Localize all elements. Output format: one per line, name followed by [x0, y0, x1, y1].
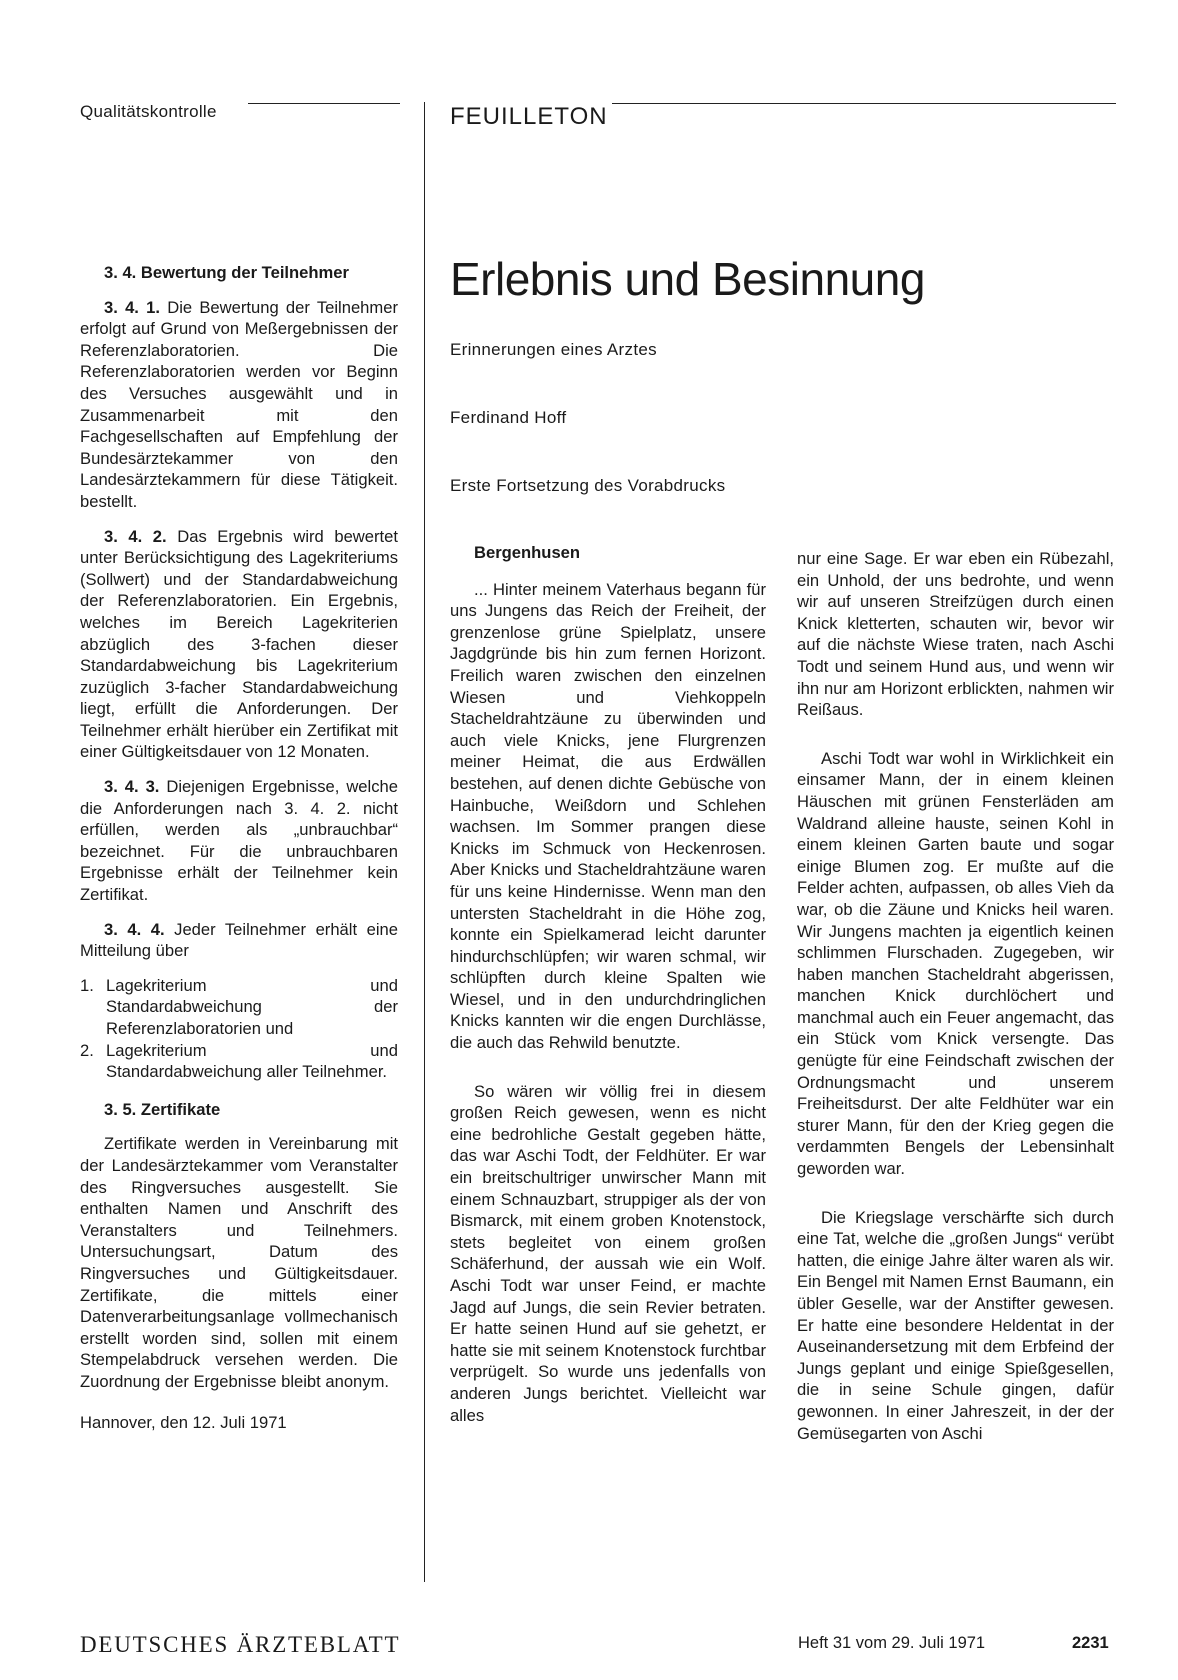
- left-column: [80, 262, 398, 1433]
- section-heading: Bergenhusen: [474, 543, 581, 562]
- paragraph-number: 3. 4. 2.: [104, 526, 167, 546]
- article-paragraph: Die Kriegslage verschärfte sich durch eine Tat, welche die „großen Jungs“ verübt hatten, die einige Jahre älter waren als wir. Ein Bengel mit Namen Ernst Baumann, ein übler Geselle, war der Anstifter gewesen. Er hatte eine besondere Heldentat in der Auseinandersetzung mit dem Erbfeind der Jungs geplant und einige Spießgesellen, die in seine Schule gingen, dafür gewonnen. In einer Jahreszeit, in der der Gemüsegarten von Aschi: [797, 1207, 1114, 1443]
- article-paragraph: So wären wir völlig frei in diesem großen Reich gewesen, wenn es nicht eine bedrohliche Gestalt gegeben hätte, das war Aschi Todt, der Feldhüter. Er war ein breitschultriger unwirscher Mann mit einem Schnauzbart, struppiger als der von Bismarck, mit einem groben Knotenstock, stets begleitet von einem großen Schäferhund, der aussah wie ein Wolf. Aschi Todt war unser Feind, er machte Jagd auf Jungs, die sein Revier betraten. Er hatte seinen Hund auf sie gehetzt, er hatte sie mit seinem Knotenstock furchtbar verprügelt. So wurde uns jedenfalls von anderen Jungs berichtet. Vielleicht war alles: [450, 1081, 766, 1425]
- article-author: Ferdinand Hoff: [450, 408, 567, 427]
- paragraph-3-4-2: [80, 526, 398, 764]
- section-label-feuilleton: FEUILLETON: [450, 103, 608, 130]
- header-rule-left: [248, 103, 400, 104]
- issue-info: Heft 31 vom 29. Juli 1971: [798, 1634, 986, 1652]
- list-number: 2.: [80, 1040, 94, 1060]
- paragraph-3-4-3: [80, 776, 398, 906]
- journal-name: DEUTSCHES ÄRZTEBLATT: [80, 1632, 401, 1657]
- article-column-right: [797, 548, 1114, 1444]
- paragraph-3-4-1: [80, 297, 398, 513]
- article-column-middle: [450, 543, 766, 1426]
- heading-3-4: 3. 4. Bewertung der Teilnehmer: [104, 263, 349, 282]
- paragraph-text: Die Bewertung der Teilnehmer erfolgt auf Grund von Meßergebnissen der Referenzlaboratorien. Die Referenzlaboratorien werden vor Beginn des Versuches ausgewählt und in Zusammenarbeit mit den Fachgesellschaften auf Empfehlung der Bundesärztekammer von den Landesärztekammern für diese Tätigkeit. bestellt.: [80, 297, 398, 511]
- paragraph-3-4-4: [80, 919, 398, 962]
- paragraph-number: 3. 4. 4.: [104, 919, 165, 939]
- list-item: [80, 975, 398, 1040]
- list-text: Lagekriterium und Standardabweichung aller Teilnehmer.: [106, 1040, 398, 1082]
- paragraph-text: Jeder Teilnehmer erhält eine Mitteilung über: [80, 919, 398, 961]
- paragraph-number: 3. 4. 1.: [104, 297, 160, 317]
- section-label-left: Qualitätskontrolle: [80, 102, 217, 121]
- article-paragraph: Aschi Todt war wohl in Wirklichkeit ein einsamer Mann, der in einem kleinen Häuschen mit grünen Fensterläden am Waldrand alleine hauste, seinen Kohl in einem kleinen Garten baute und sogar einige Blumen zog. Er mußte auf die Felder achten, aufpassen, ob alles Vieh da war, ob die Zäune und Knicks heil waren. Wir Jungens machten ja eigentlich keinen schlimmen Flurschaden. Zugegeben, wir haben manchen Stacheldraht abgerissen, manchen Knick durchlöchert und manchmal auch ein Feuer angemacht, das ein Stück vom Knick versengte. Das genügte für eine Feindschaft zwischen der Ordnungsmacht und unserem Freiheitsdurst. Der alte Feldhüter war ein sturer Mann, für den der Krieg gegen die verdammten Bengels der Lebensinhalt geworden war.: [797, 748, 1114, 1179]
- article-paragraph: ... Hinter meinem Vaterhaus begann für uns Jungens das Reich der Freiheit, der grenzenlose grüne Spielplatz, unsere Jagdgründe bis hin zum fernen Horizont. Freilich waren zwischen den einzelnen Wiesen und Viehkoppeln Stacheldrahtzäune zu überwinden und auch viele Knicks, jene Flurgrenzen meiner Heimat, die aus Erdwällen bestehen, auf denen dichte Gebüsche von Hainbuche, Weißdorn und Schlehen wachsen. Im Sommer prangen diese Knicks im Schmuck von Heckenrosen. Aber Knicks und Stacheldrahtzäune waren für uns keine Hindernisse. Wenn man den untersten Stacheldraht in die Höhe zog, konnte ein Spielkamerad leicht darunter hindurchschlüpfen; wir waren schmal, wir schlüpften durch kleine Spalten wie Wiesel, und in den undurchdringlichen Knicks kannten wir die engen Durchlässe, die auch das Rehwild benutzte.: [450, 579, 766, 1053]
- article-subtitle: Erinnerungen eines Arztes: [450, 340, 657, 359]
- paragraph-3-5: Zertifikate werden in Vereinbarung mit der Landesärztekammer vom Veranstalter des Ringversuches ausgestellt. Sie enthalten Namen und Anschrift des Veranstalters und Teilnehmers. Untersuchungsart, Datum des Ringversuches und Gültigkeitsdauer. Zertifikate, die mittels einer Datenverarbeitungsanlage vollmechanisch erstellt worden sind, sollen mit einem Stempelabdruck versehen werden. Die Zuordnung der Ergebnisse bleibt anonym.: [80, 1134, 398, 1391]
- list-item: [80, 1040, 398, 1083]
- header-rule-right: [612, 103, 1116, 104]
- page-number: 2231: [1072, 1634, 1109, 1652]
- article-title: Erlebnis und Besinnung: [450, 253, 925, 305]
- article-note: Erste Fortsetzung des Vorabdrucks: [450, 476, 726, 495]
- paragraph-text: Das Ergebnis wird bewertet unter Berücksichtigung des Lagekriteriums (Sollwert) und der Standardabweichung der Referenzlaboratorien. Ein Ergebnis, welches im Bereich Lagekriterien abzüglich des 3-fachen dieser Standardabweichung bis Lagekriterium zuzüglich 3-facher Standardabweichung liegt, erfüllt die Anforderungen. Der Teilnehmer erhält hierüber ein Zertifikat mit einer Gültigkeitsdauer von 12 Monaten.: [80, 526, 398, 762]
- signoff: Hannover, den 12. Juli 1971: [80, 1412, 287, 1432]
- list-text: Lagekriterium und Standardabweichung der Referenzlaboratorien und: [106, 975, 398, 1038]
- article-paragraph: nur eine Sage. Er war eben ein Rübezahl, ein Unhold, der uns bedrohte, und wenn wir auf unseren Streifzügen durch einen Knick kletterten, schauten wir, bevor wir auf die nächste Wiese traten, nach Aschi Todt und seinem Hund aus, und wenn wir ihn nur am Horizont erblickten, nahmen wir Reißaus.: [797, 549, 1114, 720]
- heading-3-5: 3. 5. Zertifikate: [104, 1099, 221, 1119]
- paragraph-number: 3. 4. 3.: [104, 777, 160, 797]
- paragraph-text: Diejenigen Ergebnisse, welche die Anforderungen nach 3. 4. 2. nicht erfüllen, werden als „unbrauchbar“ bezeichnet. Für die unbrauchbaren Ergebnisse erhält der Teilnehmer kein Zertifikat.: [80, 777, 398, 905]
- list-number: 1.: [80, 975, 94, 995]
- column-divider: [424, 102, 425, 1582]
